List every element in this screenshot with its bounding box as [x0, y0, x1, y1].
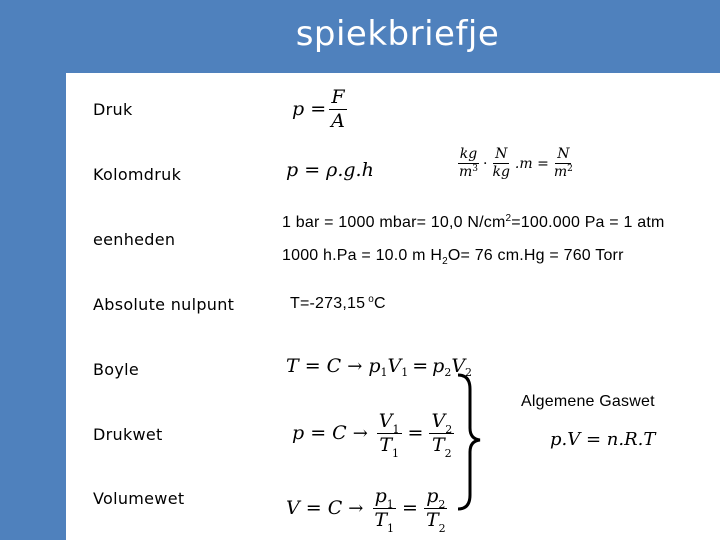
formula-druk-numerator: F — [331, 86, 345, 108]
drukwet-n2: V — [431, 410, 446, 432]
units-b-num: N — [493, 147, 509, 164]
units-b-den: kg — [492, 164, 510, 181]
volumewet-n1: p — [374, 485, 387, 507]
units-a-num: kg — [458, 147, 479, 164]
boyle-arrow: → — [347, 355, 363, 377]
volumewet-n1-index: 1 — [386, 498, 394, 511]
formula-gaswet — [550, 429, 655, 450]
units-a-den-base: m — [459, 164, 473, 181]
label-volumewet: Volumewet — [93, 489, 185, 508]
boyle-p1: p — [368, 355, 381, 377]
volumewet-arrow: → — [348, 497, 364, 519]
drukwet-lhs: p = C — [292, 422, 347, 445]
boyle-p2-index: 2 — [444, 365, 452, 379]
absolute-sup: o — [368, 294, 374, 305]
curly-brace-shape — [66, 73, 720, 540]
drukwet-equals: = — [407, 422, 424, 445]
page-title: spiekbriefje — [295, 14, 500, 54]
label-absolute-nulpunt: Absolute nulpunt — [93, 295, 235, 314]
volumewet-d2: T — [425, 508, 439, 531]
units-c-num: N — [555, 147, 571, 164]
units-c-den-sup: 2 — [567, 164, 573, 175]
label-eenheden: eenheden — [93, 230, 176, 249]
label-kolomdruk: Kolomdruk — [93, 165, 182, 184]
boyle-v1-index: 1 — [401, 365, 409, 379]
boyle-v1: V — [387, 355, 402, 377]
formula-druk-lhs: p = — [292, 98, 327, 121]
eenheden-2-a: 1000 h.Pa = 10.0 m H — [282, 247, 443, 264]
absolute-b: C — [373, 295, 386, 312]
volumewet-equals: = — [402, 497, 418, 520]
gaswet-text: p.V = n.R.T — [550, 429, 656, 450]
content-panel — [66, 73, 720, 540]
boyle-v2: V — [451, 355, 466, 377]
boyle-lhs: T = C — [286, 355, 342, 377]
drukwet-n2-index: 2 — [445, 423, 453, 436]
drukwet-d1-index: 1 — [392, 446, 399, 460]
drukwet-n1-index: 1 — [392, 423, 400, 436]
volumewet-d1: T — [374, 508, 388, 531]
drukwet-d2: T — [431, 433, 445, 456]
boyle-p1-index: 1 — [380, 365, 388, 379]
boyle-equals: = — [412, 355, 429, 377]
eenheden-2-b: O= 76 cm.Hg = 760 Torr — [447, 247, 624, 264]
formula-druk-denominator: A — [331, 109, 345, 132]
boyle-v2-index: 2 — [465, 365, 473, 379]
drukwet-d1: T — [379, 433, 392, 456]
label-druk: Druk — [93, 100, 133, 119]
volumewet-n2: p — [426, 485, 439, 507]
volumewet-d1-index: 1 — [387, 521, 395, 535]
volumewet-n2-index: 2 — [438, 498, 446, 511]
eenheden-1-a: 1 bar = 1000 mbar= 10,0 N/cm — [282, 214, 506, 231]
units-mid: .m = — [514, 155, 549, 172]
units-a-den-sup: 3 — [472, 164, 479, 175]
absolute-a: T=-273,15 — [290, 295, 366, 312]
eenheden-1-b: =100.000 Pa = 1 atm — [511, 214, 665, 231]
boyle-p2: p — [432, 355, 445, 377]
eenheden-2-sub: 2 — [442, 256, 448, 267]
label-boyle: Boyle — [93, 360, 140, 379]
gaswet-label: Algemene Gaswet — [521, 393, 655, 410]
label-drukwet: Drukwet — [93, 425, 163, 444]
volumewet-d2-index: 2 — [438, 521, 446, 535]
drukwet-arrow: → — [352, 422, 368, 444]
formula-kolomdruk-text: p = ρ.g.h — [286, 159, 374, 181]
drukwet-d2-index: 2 — [444, 446, 452, 460]
drukwet-n1: V — [378, 410, 393, 432]
volumewet-lhs: V = C — [286, 497, 343, 520]
units-dot: · — [483, 155, 488, 172]
eenheden-1-sup: 2 — [505, 213, 512, 224]
units-c-den-base: m — [553, 164, 568, 181]
